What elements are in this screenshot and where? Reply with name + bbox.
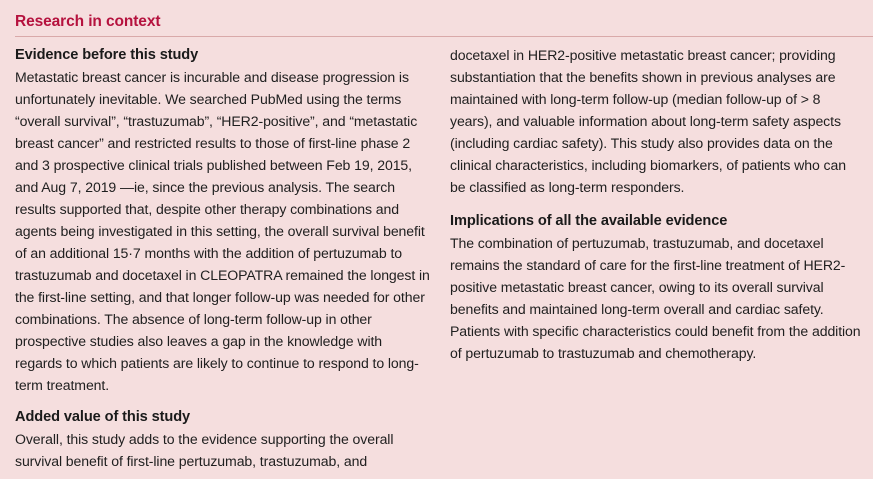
section-spacer: [450, 198, 865, 210]
evidence-before-heading: Evidence before this study: [15, 47, 199, 63]
added-value-heading: Added value of this study: [15, 409, 191, 425]
implications-text: The combination of pertuzumab, trastuzumab, and docetaxel remains the standard of care for the first-line treatment of HER2-positive metastatic breast cancer, owing to its overall survival benefits and maintained long-term overall and cardiac safety. Patients with specific characteristics could benefit from the addition of pertuzumab to trastuzumab and chemotherapy.: [450, 235, 861, 361]
panel-title: Research in context: [15, 13, 161, 30]
added-value-text-continued: docetaxel in HER2-positive metastatic breast cancer; providing substantiation that the benefits shown in previous analyses are maintained with long-term follow-up (median follow-up of > 8 years), and valuable information about long-term safety aspects (including cardiac safety). This study also provides data on the clinical characteristics, including biomarkers, of patients who can be classified as long-term responders.: [450, 47, 846, 195]
title-divider: [15, 36, 873, 37]
evidence-before-text: Metastatic breast cancer is incurable and disease progression is unfortunately inevitable. We searched PubMed using the terms “overall survival”, “trastuzumab”, “HER2-positive”, and “metastatic breast cancer” and restricted results to those of first-line phase 2 and 3 prospective clinical trials published between Feb 19, 2015, and Aug 7, 2019 —ie, since the previous analysis. The search results supported that, despite other therapy combinations and agents being investigated in this setting, the overall survival benefit of an additional 15·7 months with the addition of pertuzumab to trastuzumab and docetaxel in CLEOPATRA remained the longest in the first-line setting, and that longer follow-up was needed for other combinations. The absence of long-term follow-up in other prospective studies also leaves a gap in the knowledge with regards to which patients are likely to continue to respond to long-term treatment.: [15, 69, 430, 393]
right-column: [450, 44, 865, 364]
left-column: [15, 44, 430, 472]
added-value-text-start: Overall, this study adds to the evidence supporting the overall survival benefit of first-line pertuzumab, trastuzumab, and: [15, 431, 394, 469]
implications-heading: Implications of all the available evidence: [450, 213, 728, 229]
section-spacer: [15, 396, 430, 406]
